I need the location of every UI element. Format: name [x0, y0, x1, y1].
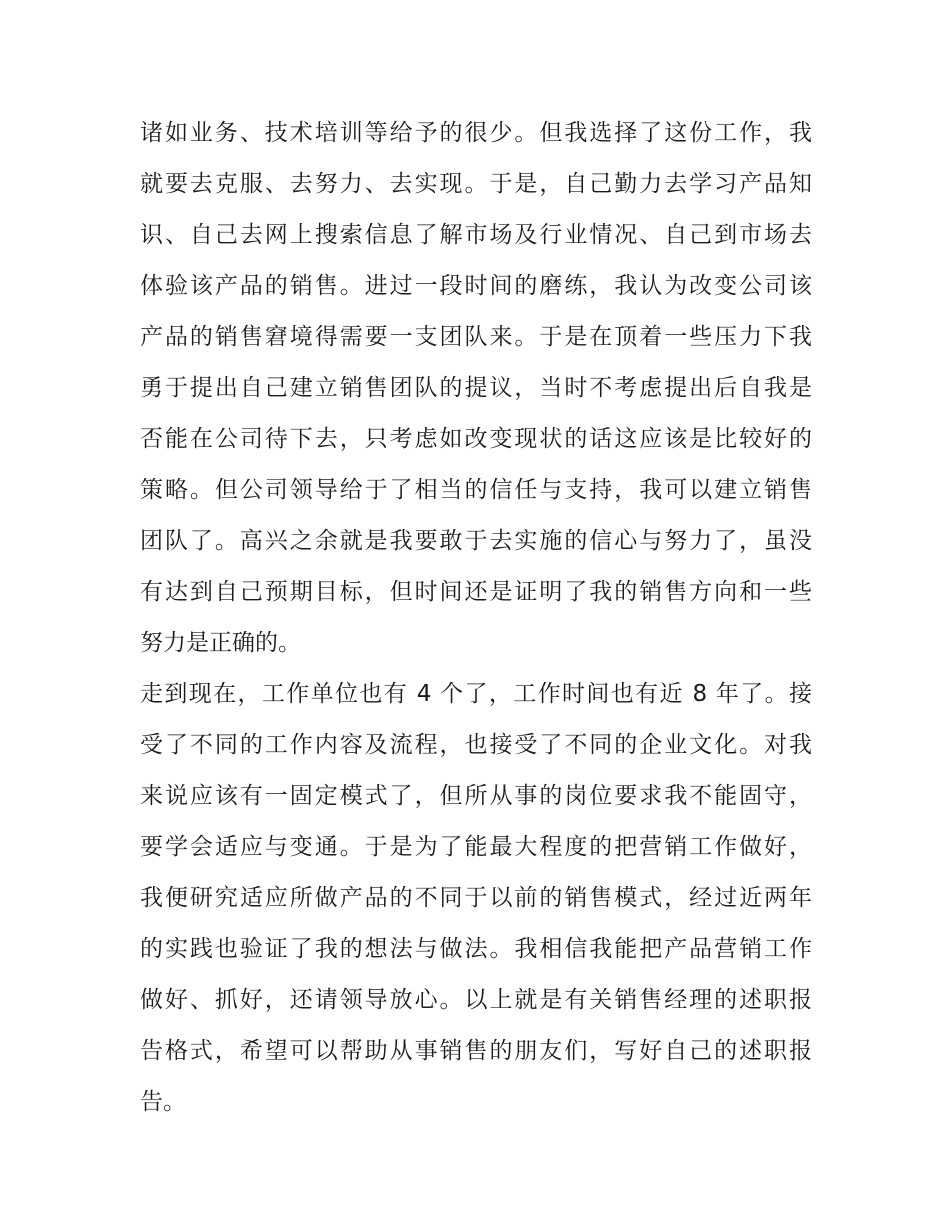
body-text	[140, 108, 812, 1128]
text-line: 诸如业务、技术培训等给予的很少。但我选择了这份工作，我	[140, 120, 812, 146]
text-line: 告。	[140, 1089, 186, 1115]
text-line: 产品的销售窘境得需要一支团队来。于是在顶着一些压力下我	[140, 324, 812, 350]
text-line: 我便研究适应所做产品的不同于以前的销售模式，经过近两年	[140, 885, 812, 911]
text-line: 否能在公司待下去，只考虑如改变现状的话这应该是比较好的	[140, 426, 812, 452]
text-line: 就要去克服、去努力、去实现。于是，自己勤力去学习产品知	[140, 171, 812, 197]
text-line: 团队了。高兴之余就是我要敢于去实施的信心与努力了，虽没	[140, 528, 812, 554]
text-line: 策略。但公司领导给于了相当的信任与支持，我可以建立销售	[140, 477, 812, 503]
text-line: 告格式，希望可以帮助从事销售的朋友们，写好自己的述职报	[140, 1038, 812, 1064]
text-line: 努力是正确的。	[140, 630, 301, 656]
text-line: 受了不同的工作内容及流程，也接受了不同的企业文化。对我	[140, 732, 812, 758]
text-line: 来说应该有一固定模式了，但所从事的岗位要求我不能固守，	[140, 783, 812, 809]
text-line: 做好、抓好，还请领导放心。以上就是有关销售经理的述职报	[140, 987, 812, 1013]
text-line: 识、自己去网上搜索信息了解市场及行业情况、自己到市场去	[140, 222, 812, 248]
paragraph-2	[140, 669, 812, 1128]
text-line: 走到现在，工作单位也有 4 个了，工作时间也有近 8 年了。接	[140, 681, 812, 707]
text-line: 勇于提出自己建立销售团队的提议，当时不考虑提出后自我是	[140, 375, 812, 401]
text-line: 要学会适应与变通。于是为了能最大程度的把营销工作做好，	[140, 834, 812, 860]
text-line: 有达到自己预期目标，但时间还是证明了我的销售方向和一些	[140, 579, 812, 605]
text-line: 的实践也验证了我的想法与做法。我相信我能把产品营销工作	[140, 936, 812, 962]
paragraph-1	[140, 108, 812, 669]
text-line: 体验该产品的销售。进过一段时间的磨练，我认为改变公司该	[140, 273, 812, 299]
